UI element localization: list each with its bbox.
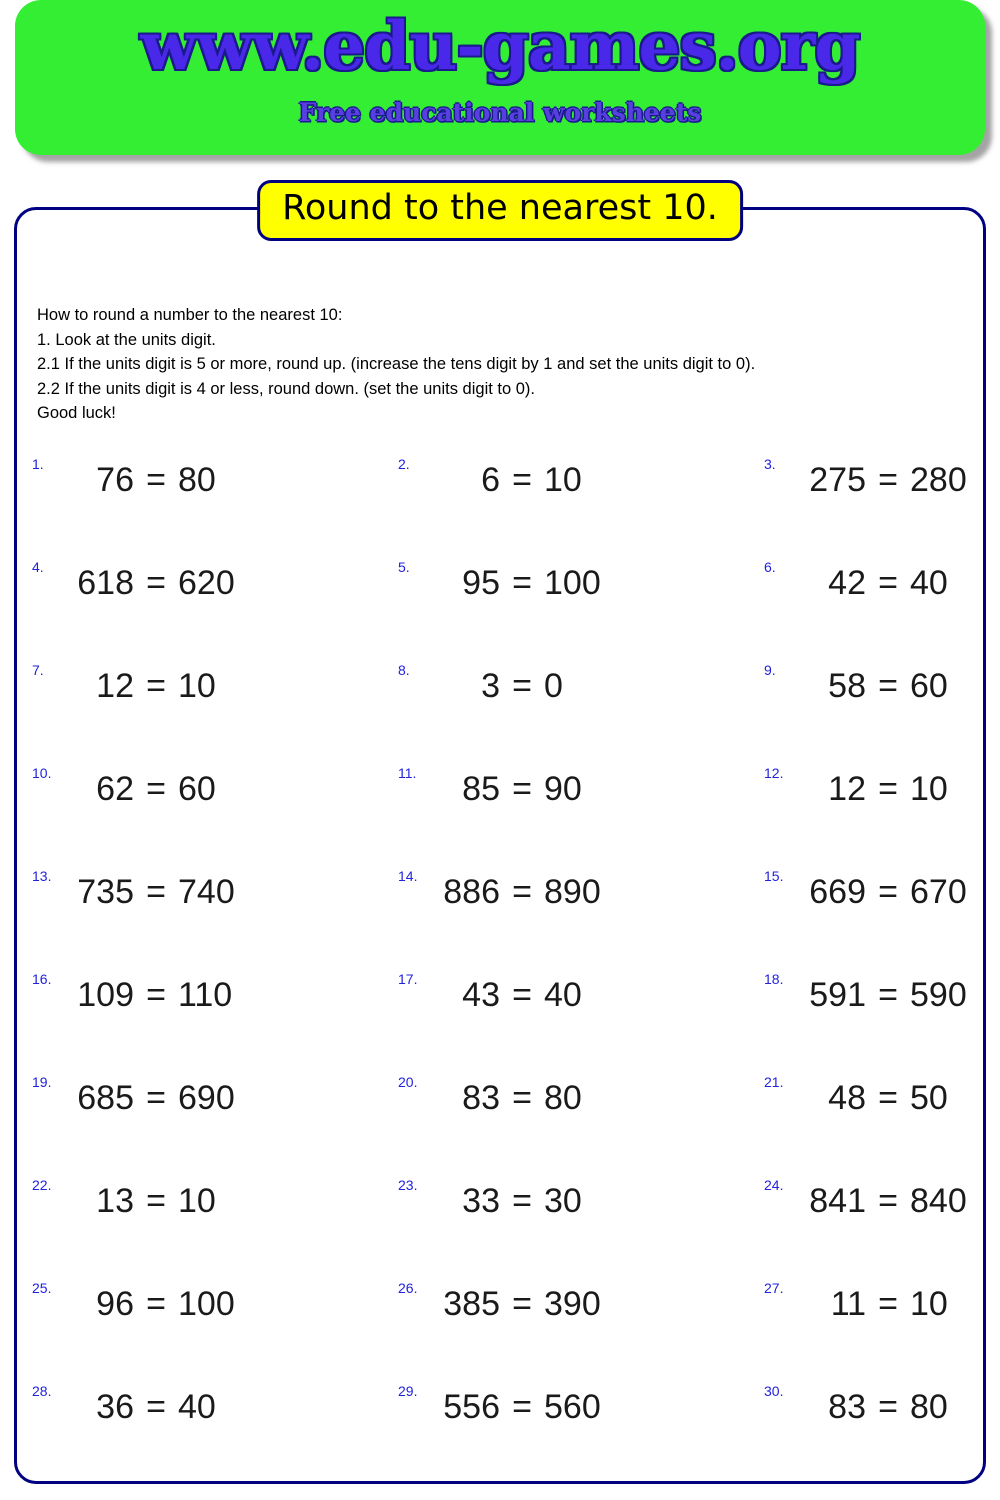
problem-row [32,1276,972,1379]
problem-row [32,1070,972,1173]
problem-equation [62,761,258,809]
problem-number: 16. [32,971,52,987]
problem-row [32,1379,972,1482]
equals-sign: = [878,770,898,808]
problem-equation [428,761,624,809]
problem-operand: 669 [809,873,866,911]
problem-number: 27. [764,1280,784,1296]
equals-sign: = [512,1285,532,1323]
problem-operand: 58 [828,667,866,705]
equals-sign: = [878,1182,898,1220]
instruction-line-4: 2.2 If the units digit is 4 or less, round down. (set the units digit to 0). [37,379,536,398]
problem-cell [32,761,398,864]
problem-cell [764,1173,972,1276]
equals-sign: = [878,976,898,1014]
problem-equation [428,967,624,1015]
problem-number: 14. [398,868,418,884]
problem-answer[interactable]: 60 [910,667,948,705]
problem-operand: 48 [828,1079,866,1117]
problem-cell [764,555,972,658]
instruction-line-5: Good luck! [37,404,116,422]
equals-sign: = [512,667,532,705]
problem-number: 17. [398,971,418,987]
problem-answer[interactable]: 10 [544,461,582,499]
problem-number: 11. [398,765,417,781]
problem-operand: 3 [481,667,500,705]
problem-grid [32,452,972,1482]
problem-answer[interactable]: 590 [910,976,967,1014]
problem-number: 29. [398,1383,418,1399]
problem-equation [428,1070,624,1118]
problem-answer[interactable]: 40 [544,976,582,1014]
equals-sign: = [146,873,166,911]
problem-operand: 43 [462,976,500,1014]
problem-operand: 109 [77,976,134,1014]
problem-cell [398,452,764,555]
site-banner [15,0,985,155]
problem-equation [794,452,990,500]
problem-equation [794,1070,990,1118]
equals-sign: = [146,564,166,602]
problem-equation [428,658,624,706]
equals-sign: = [878,1285,898,1323]
problem-equation [428,555,624,603]
problem-equation [62,658,258,706]
problem-number: 28. [32,1383,52,1399]
problem-answer[interactable]: 280 [910,461,967,499]
equals-sign: = [146,1182,166,1220]
problem-equation [62,1276,258,1324]
problem-operand: 12 [828,770,866,808]
problem-cell [32,1379,398,1482]
equals-sign: = [512,976,532,1014]
site-tagline: Free educational worksheets [298,98,702,127]
equals-sign: = [146,1079,166,1117]
problem-cell [764,1276,972,1379]
problem-answer[interactable]: 10 [910,1285,948,1323]
problem-answer[interactable]: 690 [178,1079,235,1117]
problem-cell [32,967,398,1070]
instructions-block [37,303,937,426]
problem-cell [398,864,764,967]
problem-row [32,1173,972,1276]
problem-cell [32,555,398,658]
problem-equation [428,452,624,500]
problem-row [32,658,972,761]
problem-number: 26. [398,1280,418,1296]
problem-answer[interactable]: 100 [544,564,601,602]
problem-cell [398,1276,764,1379]
site-logo-text: www.edu-games.org [140,7,860,85]
problem-operand: 591 [809,976,866,1014]
problem-operand: 76 [96,461,134,499]
problem-answer[interactable]: 60 [178,770,216,808]
equals-sign: = [878,1388,898,1426]
equals-sign: = [512,1079,532,1117]
problem-answer[interactable]: 390 [544,1285,601,1323]
problem-answer[interactable]: 10 [910,770,948,808]
problem-equation [62,452,258,500]
problem-equation [62,864,258,912]
problem-equation [62,1379,258,1427]
problem-row [32,452,972,555]
equals-sign: = [512,1388,532,1426]
equals-sign: = [146,976,166,1014]
problem-cell [32,1276,398,1379]
problem-cell [764,967,972,1070]
problem-number: 2. [398,456,410,472]
problem-number: 18. [764,971,784,987]
problem-cell [32,864,398,967]
problem-cell [32,658,398,761]
problem-answer[interactable]: 620 [178,564,235,602]
problem-operand: 841 [809,1182,866,1220]
problem-operand: 385 [443,1285,500,1323]
problem-answer[interactable]: 80 [544,1079,582,1117]
problem-answer[interactable]: 670 [910,873,967,911]
problem-answer[interactable]: 80 [910,1388,948,1426]
equals-sign: = [146,1285,166,1323]
problem-operand: 85 [462,770,500,808]
problem-operand: 33 [462,1182,500,1220]
equals-sign: = [878,1079,898,1117]
problem-number: 7. [32,662,44,678]
equals-sign: = [146,667,166,705]
problem-cell [32,1173,398,1276]
problem-answer[interactable]: 10 [178,667,216,705]
problem-equation [794,967,990,1015]
problem-number: 20. [398,1074,418,1090]
problem-number: 8. [398,662,410,678]
problem-operand: 62 [96,770,134,808]
problem-operand: 83 [828,1388,866,1426]
problem-operand: 275 [809,461,866,499]
problem-operand: 83 [462,1079,500,1117]
problem-cell [398,1379,764,1482]
problem-equation [794,555,990,603]
problem-equation [62,1173,258,1221]
problem-operand: 36 [96,1388,134,1426]
problem-cell [764,761,972,864]
problem-answer[interactable]: 840 [910,1182,967,1220]
problem-operand: 42 [828,564,866,602]
instruction-line-3: 2.1 If the units digit is 5 or more, round up. (increase the tens digit by 1 and set the units digit to 0). [37,355,756,373]
equals-sign: = [878,667,898,705]
problem-number: 19. [32,1074,52,1090]
problem-number: 24. [764,1177,784,1193]
problem-equation [794,658,990,706]
problem-number: 4. [32,559,44,575]
problem-number: 12. [764,765,784,781]
equals-sign: = [512,564,532,602]
problem-cell [764,1070,972,1173]
problem-cell [32,452,398,555]
problem-cell [398,1070,764,1173]
equals-sign: = [146,770,166,808]
problem-answer[interactable]: 110 [178,976,233,1014]
problem-operand: 13 [96,1182,134,1220]
problem-equation [428,864,624,912]
problem-answer[interactable]: 740 [178,873,235,911]
problem-answer[interactable]: 40 [178,1388,216,1426]
equals-sign: = [878,564,898,602]
problem-cell [398,1173,764,1276]
problem-operand: 96 [96,1285,134,1323]
problem-cell [32,1070,398,1173]
equals-sign: = [146,1388,166,1426]
problem-number: 15. [764,868,784,884]
problem-answer[interactable]: 80 [178,461,216,499]
problem-equation [428,1276,624,1324]
problem-equation [428,1379,624,1427]
problem-operand: 556 [443,1388,500,1426]
problem-answer[interactable]: 40 [910,564,948,602]
problem-answer[interactable]: 30 [544,1182,582,1220]
equals-sign: = [878,461,898,499]
problem-operand: 735 [77,873,134,911]
problem-cell [764,1379,972,1482]
problem-equation [62,555,258,603]
problem-operand: 886 [443,873,500,911]
worksheet-title: Round to the nearest 10. [257,180,743,241]
problem-equation [794,1173,990,1221]
equals-sign: = [512,873,532,911]
instruction-line-1: How to round a number to the nearest 10: [37,306,343,324]
problem-number: 22. [32,1177,52,1193]
problem-operand: 685 [77,1079,134,1117]
problem-answer[interactable]: 890 [544,873,601,911]
problem-number: 23. [398,1177,418,1193]
problem-row [32,967,972,1070]
problem-operand: 12 [96,667,134,705]
problem-number: 13. [32,868,52,884]
problem-number: 25. [32,1280,52,1296]
equals-sign: = [512,770,532,808]
problem-cell [764,452,972,555]
equals-sign: = [512,461,532,499]
problem-number: 9. [764,662,776,678]
problem-operand: 11 [830,1285,866,1323]
problem-equation [428,1173,624,1221]
equals-sign: = [878,873,898,911]
problem-cell [398,967,764,1070]
problem-number: 1. [32,456,44,472]
problem-answer[interactable]: 0 [544,667,563,705]
problem-cell [764,864,972,967]
problem-number: 3. [764,456,776,472]
problem-answer[interactable]: 50 [910,1079,948,1117]
problem-equation [794,864,990,912]
equals-sign: = [512,1182,532,1220]
problem-answer[interactable]: 90 [544,770,582,808]
problem-cell [398,761,764,864]
problem-number: 21. [764,1074,784,1090]
instruction-line-2: 1. Look at the units digit. [37,330,216,349]
problem-equation [794,761,990,809]
problem-equation [62,1070,258,1118]
problem-equation [794,1276,990,1324]
problem-equation [62,967,258,1015]
problem-answer[interactable]: 560 [544,1388,601,1426]
problem-operand: 6 [481,461,500,499]
problem-row [32,761,972,864]
problem-number: 5. [398,559,410,575]
problem-number: 6. [764,559,776,575]
problem-operand: 95 [462,564,500,602]
problem-answer[interactable]: 10 [178,1182,216,1220]
problem-cell [398,555,764,658]
problem-answer[interactable]: 100 [178,1285,235,1323]
problem-row [32,864,972,967]
problem-row [32,555,972,658]
problem-number: 10. [32,765,52,781]
equals-sign: = [146,461,166,499]
problem-cell [764,658,972,761]
problem-equation [794,1379,990,1427]
problem-number: 30. [764,1383,784,1399]
problem-operand: 618 [77,564,134,602]
problem-cell [398,658,764,761]
